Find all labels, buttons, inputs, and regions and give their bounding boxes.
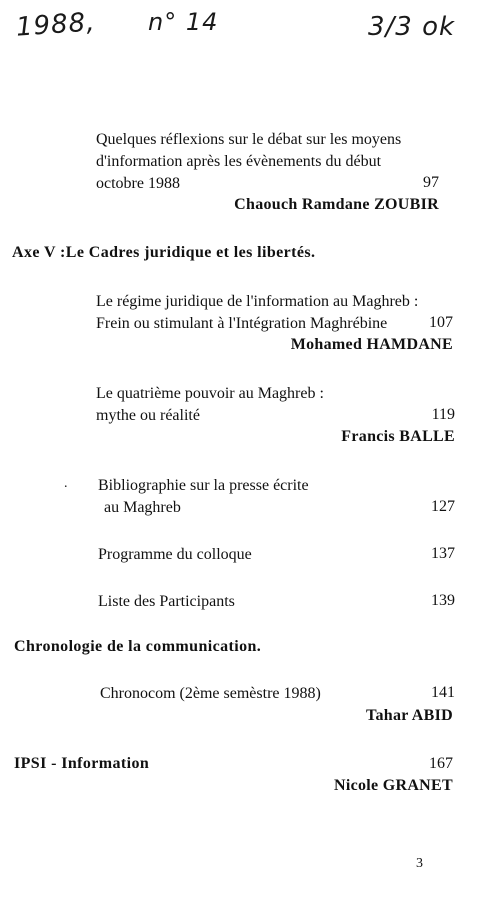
entry-chronocom-author: Tahar ABID <box>365 707 453 724</box>
entry-chronocom-page: 141 <box>431 684 455 701</box>
entry-chronocom-title: Chronocom (2ème semèstre 1988) <box>100 685 321 702</box>
entry-zoubir-line2: d'information après les évènements du début <box>96 153 382 170</box>
entry-balle-line2: mythe ou réalité <box>96 407 200 424</box>
entry-programme-page: 137 <box>431 545 455 562</box>
section-ipsi-information: IPSI - Information <box>14 755 150 772</box>
entry-bibliographie-line2: au Maghreb <box>104 499 181 516</box>
entry-balle-page: 119 <box>431 406 455 423</box>
entry-hamdane-line2: Frein ou stimulant à l'Intégration Maghrébine <box>96 315 388 332</box>
entry-zoubir-line1: Quelques réflexions sur le débat sur les moyens <box>96 131 402 148</box>
stray-dot-mark: . <box>64 476 68 491</box>
entry-zoubir-page: 97 <box>423 174 439 191</box>
entry-participants-page: 139 <box>431 592 455 609</box>
entry-hamdane-page: 107 <box>429 314 453 331</box>
entry-bibliographie-line1: Bibliographie sur la presse écrite <box>98 477 309 494</box>
entry-programme-title: Programme du colloque <box>98 546 252 563</box>
handwritten-issue: n° 14 <box>148 8 219 36</box>
entry-hamdane-author: Mohamed HAMDANE <box>290 336 453 353</box>
entry-ipsi-page: 167 <box>429 755 453 772</box>
page-number: 3 <box>416 856 423 871</box>
entry-zoubir-line3: octobre 1988 <box>96 175 180 192</box>
entry-ipsi-author: Nicole GRANET <box>333 777 453 794</box>
entry-hamdane-line1: Le régime juridique de l'information au Maghreb : <box>96 293 419 310</box>
entry-zoubir-author: Chaouch Ramdane ZOUBIR <box>234 196 439 213</box>
section-chronologie: Chronologie de la communication. <box>14 638 262 655</box>
entry-participants-title: Liste des Participants <box>98 593 235 610</box>
section-axe-v: Axe V :Le Cadres juridique et les libertés. <box>12 244 316 261</box>
entry-balle-author: Francis BALLE <box>341 428 455 445</box>
entry-balle-line1: Le quatrième pouvoir au Maghreb : <box>96 385 324 402</box>
entry-bibliographie-page: 127 <box>431 498 455 515</box>
handwritten-year: 1988, <box>15 7 97 43</box>
handwritten-status: 3/3 ok <box>368 12 456 42</box>
